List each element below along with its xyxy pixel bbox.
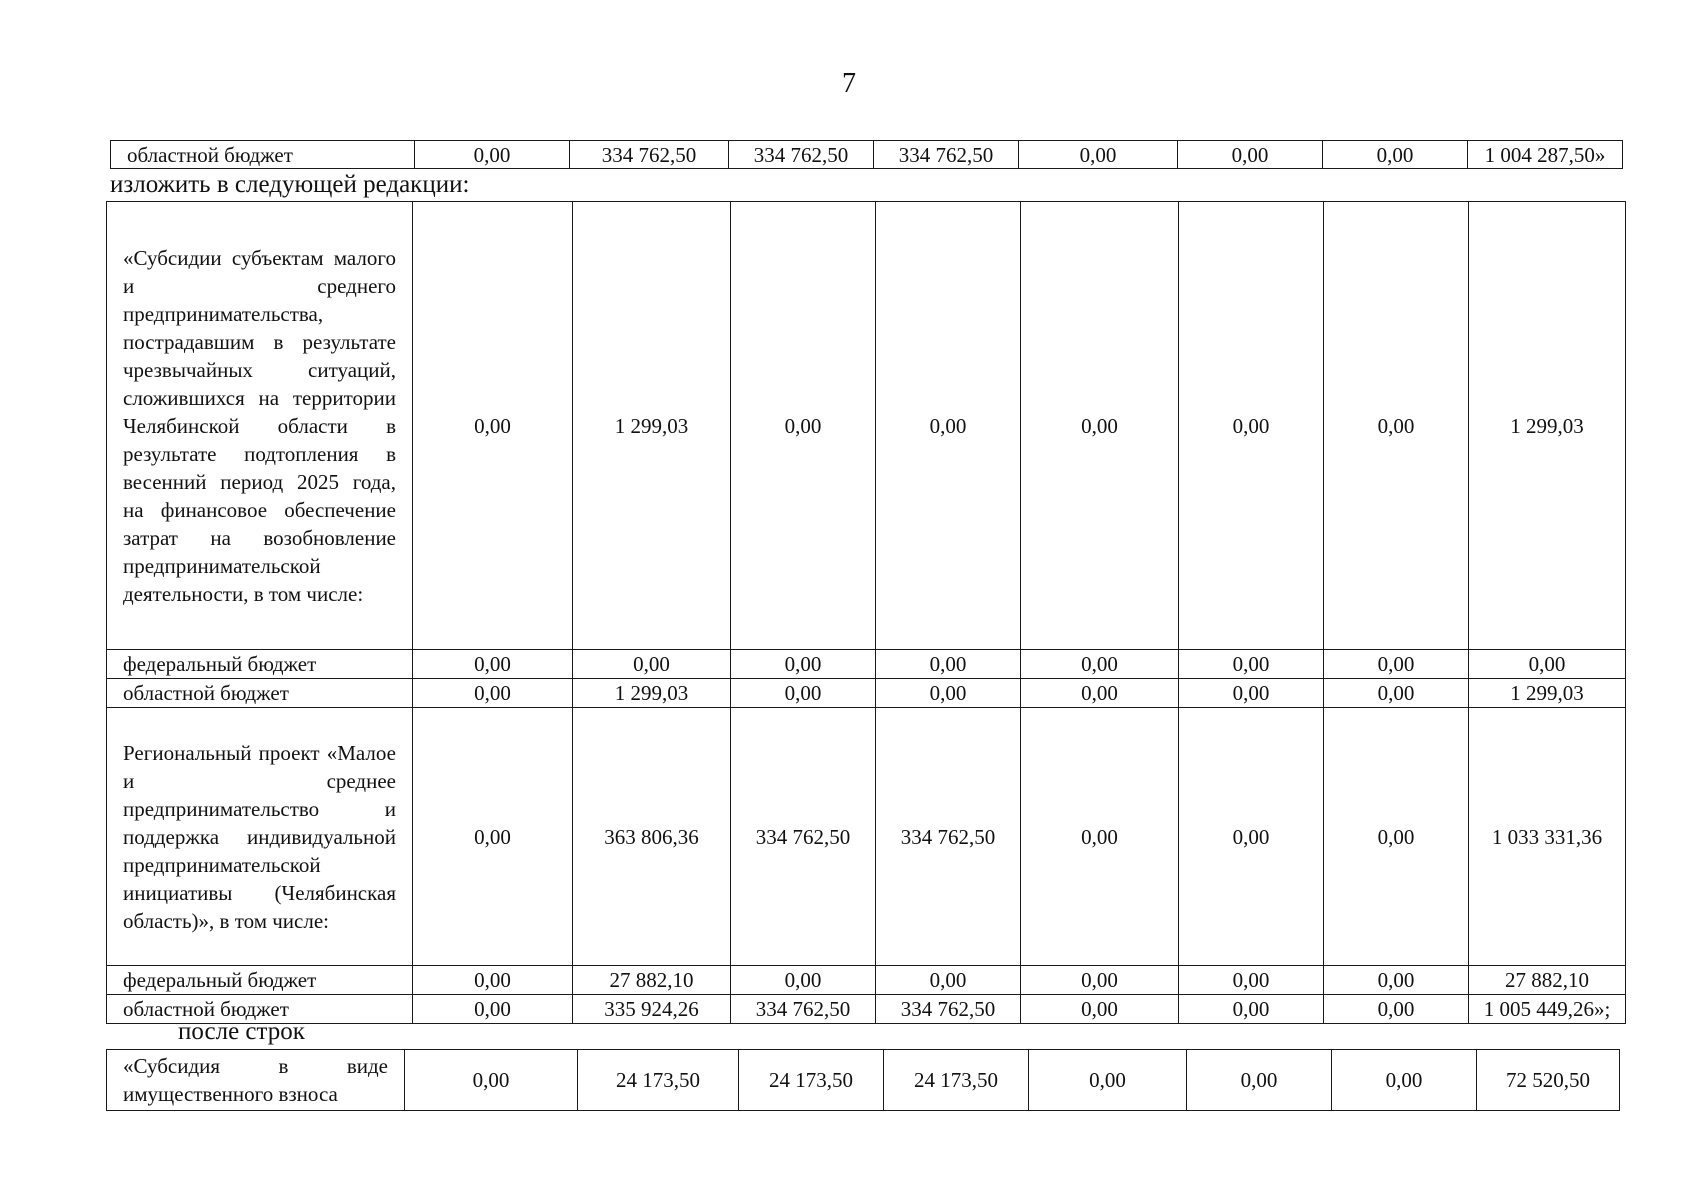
page-number: 7 <box>842 68 856 99</box>
cell-value: 0,00 <box>1021 708 1179 966</box>
cell-value: 335 924,26 <box>573 995 731 1024</box>
cell-value: 0,00 <box>413 650 573 679</box>
cell-value: 0,00 <box>1178 141 1323 169</box>
cell-value: 1 005 449,26»; <box>1469 995 1626 1024</box>
cell-value: 1 033 331,36 <box>1469 708 1626 966</box>
cell-value: 0,00 <box>1179 966 1324 995</box>
budget-table-bottom <box>106 1049 1620 1111</box>
table-row <box>107 1050 1620 1111</box>
row-label: Региональный проект «Малое и среднее предпринимательство и поддержка индивидуальной предпринимательской инициативы (Челябинская область)», в том числе: <box>107 708 413 966</box>
cell-value: 0,00 <box>1179 679 1324 708</box>
cell-value: 0,00 <box>1021 966 1179 995</box>
cell-value: 0,00 <box>1021 650 1179 679</box>
cell-value: 1 004 287,50» <box>1468 141 1623 169</box>
cell-value: 1 299,03 <box>1469 202 1626 650</box>
cell-value: 0,00 <box>876 966 1021 995</box>
row-label: федеральный бюджет <box>107 966 413 995</box>
cell-value: 24 173,50 <box>739 1050 884 1111</box>
row-label: областной бюджет <box>111 141 415 169</box>
cell-value: 0,00 <box>1029 1050 1187 1111</box>
row-label: «Субсидии субъектам малого и среднего предпринимательства, пострадавшим в результате чрезвычайных ситуаций, сложившихся на территории Челябинской области в результате подтопления в весенний период 2025 года, на финансовое обеспечение затрат на возобновление предпринимательской деятельности, в том числе: <box>107 202 413 650</box>
cell-value: 0,00 <box>1324 708 1469 966</box>
cell-value: 0,00 <box>731 202 876 650</box>
cell-value: 0,00 <box>413 679 573 708</box>
cell-value: 363 806,36 <box>573 708 731 966</box>
heading-new-edition: изложить в следующей редакции: <box>110 171 470 198</box>
row-label: областной бюджет <box>107 995 413 1024</box>
row-label: областной бюджет <box>107 679 413 708</box>
cell-value: 0,00 <box>876 650 1021 679</box>
cell-value: 0,00 <box>1179 650 1324 679</box>
cell-value: 1 299,03 <box>573 679 731 708</box>
cell-value: 0,00 <box>1469 650 1626 679</box>
budget-table-top <box>110 140 1623 169</box>
cell-value: 0,00 <box>415 141 570 169</box>
cell-value: 27 882,10 <box>573 966 731 995</box>
row-label: «Субсидия в виде имущественного взноса <box>107 1050 405 1111</box>
cell-value: 0,00 <box>876 679 1021 708</box>
cell-value: 24 173,50 <box>884 1050 1029 1111</box>
cell-value: 0,00 <box>1332 1050 1477 1111</box>
cell-value: 0,00 <box>413 995 573 1024</box>
cell-value: 0,00 <box>1179 202 1324 650</box>
cell-value: 1 299,03 <box>1469 679 1626 708</box>
cell-value: 24 173,50 <box>578 1050 739 1111</box>
table-row <box>111 141 1623 169</box>
cell-value: 334 762,50 <box>731 995 876 1024</box>
cell-value: 0,00 <box>405 1050 578 1111</box>
cell-value: 0,00 <box>1323 141 1468 169</box>
cell-value: 0,00 <box>413 708 573 966</box>
cell-value: 0,00 <box>413 202 573 650</box>
cell-value: 334 762,50 <box>876 995 1021 1024</box>
cell-value: 334 762,50 <box>731 708 876 966</box>
cell-value: 0,00 <box>876 202 1021 650</box>
cell-value: 334 762,50 <box>729 141 874 169</box>
cell-value: 27 882,10 <box>1469 966 1626 995</box>
cell-value: 0,00 <box>413 966 573 995</box>
cell-value: 0,00 <box>573 650 731 679</box>
cell-value: 0,00 <box>1324 679 1469 708</box>
cell-value: 0,00 <box>1324 995 1469 1024</box>
cell-value: 0,00 <box>1324 650 1469 679</box>
cell-value: 0,00 <box>731 679 876 708</box>
cell-value: 0,00 <box>1324 202 1469 650</box>
cell-value: 72 520,50 <box>1477 1050 1620 1111</box>
cell-value: 0,00 <box>1021 679 1179 708</box>
table-row <box>107 202 1626 650</box>
row-label: федеральный бюджет <box>107 650 413 679</box>
budget-table-main <box>106 201 1626 1024</box>
cell-value: 334 762,50 <box>874 141 1019 169</box>
cell-value: 0,00 <box>1021 995 1179 1024</box>
cell-value: 0,00 <box>1187 1050 1332 1111</box>
cell-value: 0,00 <box>1179 708 1324 966</box>
cell-value: 0,00 <box>1179 995 1324 1024</box>
table-row <box>107 708 1626 966</box>
cell-value: 0,00 <box>731 650 876 679</box>
table-row <box>107 966 1626 995</box>
cell-value: 0,00 <box>731 966 876 995</box>
cell-value: 0,00 <box>1021 202 1179 650</box>
cell-value: 334 762,50 <box>570 141 729 169</box>
table-row <box>107 995 1626 1024</box>
cell-value: 1 299,03 <box>573 202 731 650</box>
cell-value: 334 762,50 <box>876 708 1021 966</box>
cell-value: 0,00 <box>1019 141 1178 169</box>
table-row <box>107 650 1626 679</box>
cell-value: 0,00 <box>1324 966 1469 995</box>
heading-after-rows: после строк <box>178 1018 305 1045</box>
table-row <box>107 679 1626 708</box>
